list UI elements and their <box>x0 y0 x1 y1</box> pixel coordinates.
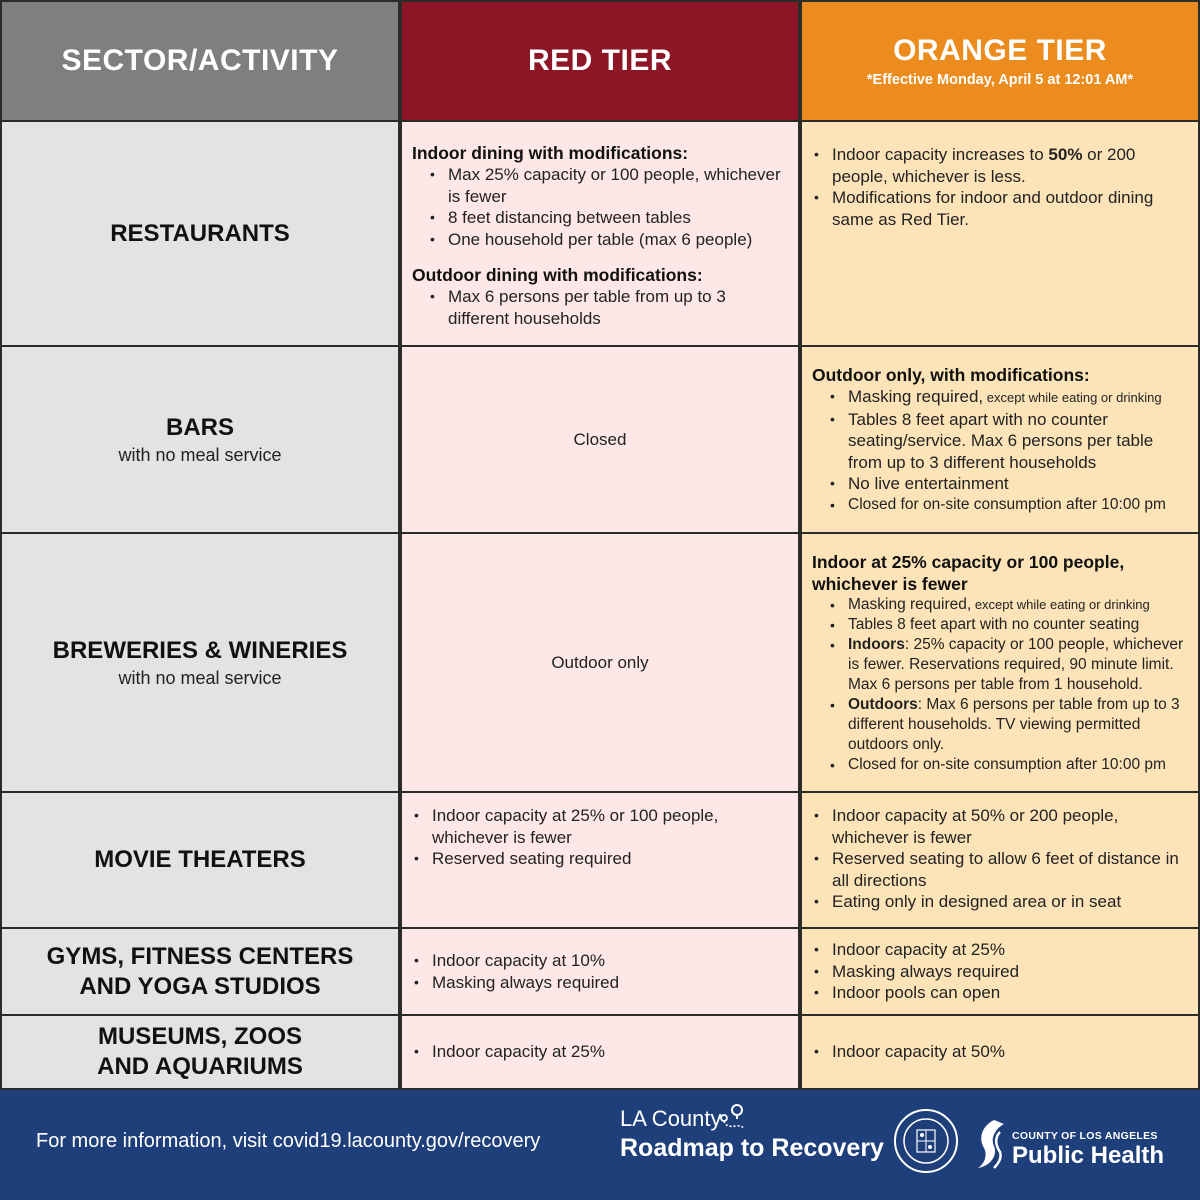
small-text: except while eating or drinking <box>971 596 1150 612</box>
list-item <box>812 386 1188 409</box>
list-item: • Indoor capacity at 50% <box>812 1041 1188 1063</box>
sector-bars <box>2 347 398 532</box>
public-health-logo-icon <box>974 1118 1010 1170</box>
status-text: Closed <box>573 429 627 449</box>
gyms-red-cell <box>402 929 798 1014</box>
list-item: • Tables 8 feet apart with no counter seating/service. Max 6 persons per table from up to 3 different households <box>812 409 1188 474</box>
la-county-label: LA County <box>620 1106 722 1131</box>
movies-red-list <box>412 805 788 870</box>
sector-name-line2: AND AQUARIUMS <box>97 1053 303 1080</box>
sector-name: RESTAURANTS <box>110 219 290 247</box>
header-orange-tier <box>802 2 1198 120</box>
list-item: • No live entertainment <box>812 473 1188 495</box>
public-health-title: Public Health <box>1012 1142 1165 1169</box>
status-text: Outdoor only <box>551 652 649 672</box>
sector-name-line1: MUSEUMS, ZOOS <box>97 1023 302 1050</box>
list-item: • Max 25% capacity or 100 people, whichever is fewer <box>412 164 788 207</box>
indoor-dining-heading: Indoor dining with modifications: <box>412 143 689 163</box>
sector-movie-theaters <box>2 793 398 927</box>
list-item: • Max 6 persons per table from up to 3 different households <box>412 286 788 329</box>
emphasis: Outdoors <box>848 695 918 713</box>
header-red-title: RED TIER <box>527 44 672 77</box>
text: Masking required, <box>848 387 984 407</box>
restaurants-red-cell <box>402 122 798 345</box>
list-item <box>812 635 1188 695</box>
header-sector <box>2 2 398 120</box>
sector-breweries-wineries <box>2 534 398 791</box>
roadmap-to-recovery-title: Roadmap to Recovery <box>620 1134 884 1162</box>
list-item: • Indoor capacity at 25% <box>412 1041 788 1063</box>
list-item: • Closed for on-site consumption after 10:00 pm <box>812 755 1188 775</box>
footer-bar <box>0 1090 1200 1200</box>
restaurants-orange-list <box>812 144 1188 230</box>
text: Masking required, <box>848 595 972 613</box>
map-pin-route-icon <box>716 1102 748 1132</box>
footer-info-link[interactable]: For more information, visit covid19.lacounty.gov/recovery <box>36 1130 541 1152</box>
sector-subtitle: with no meal service <box>118 668 282 688</box>
small-text: except while eating or drinking <box>983 390 1162 406</box>
sector-name: MOVIE THEATERS <box>94 846 306 873</box>
sector-subtitle: with no meal service <box>118 445 282 465</box>
museums-orange-cell <box>802 1016 1198 1088</box>
outdoor-dining-heading: Outdoor dining with modifications: <box>412 265 703 285</box>
list-item: • Reserved seating to allow 6 feet of distance in all directions <box>812 848 1188 891</box>
header-orange-effective-note: *Effective Monday, April 5 at 12:01 AM* <box>866 72 1134 88</box>
bars-orange-cell <box>802 347 1198 532</box>
museums-red-cell <box>402 1016 798 1088</box>
public-health-county-label: COUNTY OF LOS ANGELES <box>1012 1130 1158 1142</box>
restaurants-orange-cell <box>802 122 1198 345</box>
sector-gyms <box>2 929 398 1014</box>
museums-red-list <box>412 1041 788 1063</box>
list-item: • Masking always required <box>412 972 788 994</box>
header-sector-title: SECTOR/ACTIVITY <box>61 44 339 77</box>
list-item <box>812 595 1188 615</box>
text: or 200 people, whichever is less. <box>832 145 1136 186</box>
bars-orange-list <box>812 386 1188 515</box>
bars-red-cell <box>402 347 798 532</box>
list-item: • Masking always required <box>812 961 1188 983</box>
list-item <box>812 695 1188 755</box>
text: Indoor capacity increases to <box>832 145 1049 164</box>
sector-restaurants <box>2 122 398 345</box>
list-item: • Modifications for indoor and outdoor dining same as Red Tier. <box>812 187 1188 230</box>
movies-orange-list <box>812 805 1188 913</box>
list-item: • Eating only in designed area or in seat <box>812 891 1188 913</box>
indoor-dining-list <box>412 164 788 250</box>
list-item: • Reserved seating required <box>412 848 788 870</box>
emphasis: 50% <box>1048 145 1083 164</box>
emphasis: Indoors <box>848 635 905 653</box>
text: : 25% capacity or 100 people, whichever is fewer. Reservations required, 90 minute limit. Max 6 persons per table from 1 household. <box>848 635 1184 693</box>
list-item: • Indoor pools can open <box>812 982 1188 1004</box>
gyms-orange-list <box>812 939 1188 1004</box>
breweries-red-cell <box>402 534 798 791</box>
gyms-orange-cell <box>802 929 1198 1014</box>
list-item: • Closed for on-site consumption after 10:00 pm <box>812 495 1188 515</box>
list-item: • Tables 8 feet apart with no counter seating <box>812 615 1188 635</box>
museums-orange-list <box>812 1041 1188 1063</box>
sector-name-line2: AND YOGA STUDIOS <box>79 972 321 1000</box>
outdoor-dining-list <box>412 286 788 329</box>
list-item: • 8 feet distancing between tables <box>412 207 788 229</box>
sector-name: BREWERIES & WINERIES <box>52 637 348 664</box>
list-item: • Indoor capacity at 50% or 200 people, whichever is fewer <box>812 805 1188 848</box>
sector-name: BARS <box>165 414 234 441</box>
text: : Max 6 persons per table from up to 3 different households. TV viewing permitted outdoors only. <box>848 695 1180 753</box>
gyms-red-list <box>412 950 788 993</box>
header-orange-title: ORANGE TIER <box>893 34 1107 67</box>
list-item: • Indoor capacity at 25% <box>812 939 1188 961</box>
bars-orange-heading: Outdoor only, with modifications: <box>812 365 1090 386</box>
sector-museums <box>2 1016 398 1088</box>
header-red-tier <box>402 2 798 120</box>
list-item <box>812 144 1188 187</box>
list-item: • Indoor capacity at 25% or 100 people, whichever is fewer <box>412 805 788 848</box>
breweries-orange-list <box>812 595 1188 775</box>
list-item: • Indoor capacity at 10% <box>412 950 788 972</box>
movies-red-cell <box>402 793 798 927</box>
list-item: • One household per table (max 6 people) <box>412 229 788 251</box>
breweries-orange-cell <box>802 534 1198 791</box>
breweries-orange-heading: Indoor at 25% capacity or 100 people, whichever is fewer <box>812 551 1125 594</box>
sector-name-line1: GYMS, FITNESS CENTERS <box>46 942 354 970</box>
movies-orange-cell <box>802 793 1198 927</box>
county-seal-icon <box>893 1108 959 1174</box>
